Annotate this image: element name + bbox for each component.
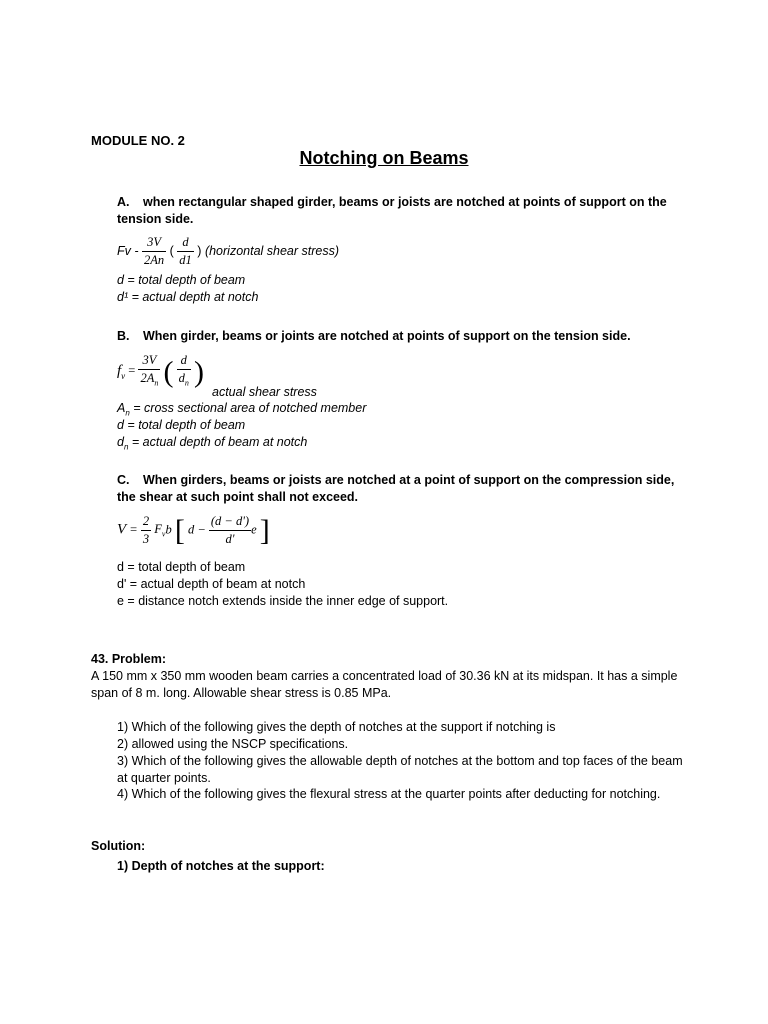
section-b-def: d = total depth of beam — [117, 418, 246, 432]
formula-a-lhs: Fv - — [117, 243, 139, 258]
page-title: Notching on Beams — [299, 148, 469, 168]
formula-c-fraction-1: $\frac{2}{3}$ — [142, 514, 150, 546]
formula-c-open-bracket: [ — [174, 514, 185, 547]
formula-c-d: d — [187, 522, 195, 537]
formula-b-open-paren: ( — [163, 355, 174, 389]
section-a-formula — [117, 234, 339, 269]
section-c-def: d' = actual depth of beam at notch — [117, 577, 306, 591]
formula-b-note: actual shear stress — [212, 385, 317, 399]
formula-c-minus: − — [197, 522, 206, 537]
formula-b-close-paren: ) — [194, 355, 204, 389]
section-a-heading — [117, 194, 677, 228]
section-c-heading — [117, 472, 677, 506]
formula-c-fraction-2: $\frac{(d - d')}{d'}$ — [210, 514, 250, 546]
section-c-text: When girders, beams or joists are notched at a point of support on the compression side, the shear at such point shall not exceed. — [117, 473, 675, 504]
formula-b-equals: = — [128, 363, 136, 378]
section-a-def: d = total depth of beam — [117, 273, 246, 287]
formula-c-fv: $F_v$ — [154, 522, 166, 539]
question-item: 3) Which of the following gives the allowable depth of notches at the bottom and top faces of the beam at quarter points. — [117, 754, 683, 785]
formula-a-fraction-1: $\frac{3V}{2An}$ — [144, 235, 165, 267]
question-item: 4) Which of the following gives the flexural stress at the quarter points after deducting for notching. — [117, 787, 661, 801]
solution-step-1: 1) Depth of notches at the support: — [117, 859, 325, 873]
problem-text: A 150 mm x 350 mm wooden beam carries a concentrated load of 30.36 kN at its midspan. It has a simple span of 8 m. long. Allowable shear stress is 0.85 MPa. — [91, 669, 678, 700]
formula-b-fraction-1: $\frac{3V}{2A_n}$ — [140, 353, 159, 388]
formula-b-fraction-2: $\frac{d}{d_n}$ — [178, 353, 189, 388]
section-b-def: $d_n$ = actual depth of beam at notch — [117, 435, 308, 452]
formula-c-b: b — [165, 522, 172, 537]
section-b-def: $A_n$ = cross sectional area of notched member — [117, 401, 367, 418]
section-b-label: B. — [117, 329, 130, 343]
section-c-def: e = distance notch extends inside the inner edge of support. — [117, 594, 449, 608]
module-number: MODULE NO. 2 — [91, 133, 185, 148]
formula-a-fraction-2: $\frac{d}{d1}$ — [179, 235, 192, 267]
section-c-formula — [117, 513, 270, 548]
section-c-label: C. — [117, 473, 130, 487]
section-b-heading — [117, 328, 677, 345]
section-a-label: A. — [117, 195, 130, 209]
solution-heading: Solution: — [91, 839, 146, 853]
formula-c-equals: = — [129, 522, 138, 537]
formula-c-e: e — [251, 522, 257, 537]
question-item: 1) Which of the following gives the depth of notches at the support if notching is — [117, 720, 556, 734]
problem-heading: 43. Problem: — [91, 652, 167, 666]
question-item: 2) allowed using the NSCP specifications. — [117, 737, 349, 751]
formula-a-open-paren: ( — [169, 243, 174, 258]
section-b-text: When girder, beams or joints are notched at points of support on the tension side. — [143, 329, 631, 343]
formula-c-lhs: V — [117, 521, 127, 538]
section-a-def: d¹ = actual depth at notch — [117, 290, 259, 304]
formula-c-close-bracket: ] — [259, 514, 270, 547]
section-a-text: when rectangular shaped girder, beams or joists are notched at points of support on the tension side. — [117, 195, 667, 226]
formula-a-close-paren: ) — [197, 243, 202, 258]
section-c-def: d = total depth of beam — [117, 560, 246, 574]
formula-a-note: (horizontal shear stress) — [204, 243, 340, 258]
section-b-formula — [117, 352, 204, 392]
formula-b-lhs: $f_v$ — [117, 362, 126, 381]
